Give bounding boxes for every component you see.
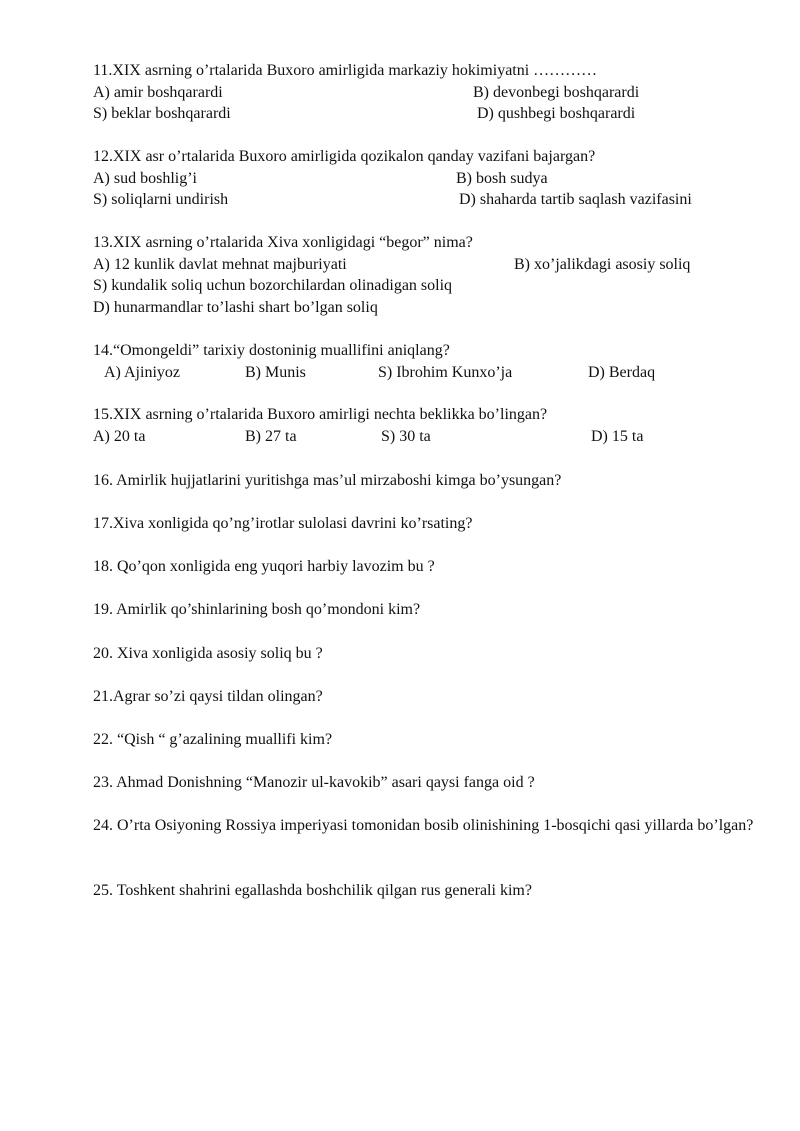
option-s: S) Ibrohim Kunxo’ja — [378, 363, 513, 381]
option-a: A) 12 kunlik davlat mehnat majburiyati — [93, 255, 347, 273]
option-b: B) xo’jalikdagi asosiy soliq — [514, 255, 691, 273]
option-b: B) bosh sudya — [456, 169, 548, 187]
question-22: 22. “Qish “ g’azalining muallifi kim? — [93, 731, 333, 748]
option-a: A) amir boshqarardi — [93, 83, 223, 101]
question-text: 15.XIX asrning o’rtalarida Buxoro amirligi nechta beklikka bo’lingan? — [93, 406, 548, 423]
option-s: S) kundalik soliq uchun bozorchilardan olinadigan soliq — [93, 277, 453, 294]
option-s: S) soliqlarni undirish — [93, 191, 229, 208]
option-a: A) Ajiniyoz — [104, 363, 180, 381]
question-14 — [93, 340, 773, 383]
option-b: B) 27 ta — [245, 427, 297, 445]
option-s: S) 30 ta — [381, 427, 431, 445]
option-d: D) Berdaq — [588, 363, 656, 381]
question-text: 13.XIX asrning o’rtalarida Xiva xonligidagi “begor” nima? — [93, 234, 473, 251]
question-20: 20. Xiva xonligida asosiy soliq bu ? — [93, 645, 323, 662]
question-21: 21.Agrar so’zi qaysi tildan olingan? — [93, 688, 323, 705]
option-d: D) 15 ta — [591, 427, 644, 445]
question-text: 11.XIX asrning o’rtalarida Buxoro amirligida markaziy hokimiyatni ………… — [93, 62, 598, 79]
question-13 — [93, 232, 773, 318]
question-17: 17.Xiva xonligida qo’ng’irotlar sulolasi davrini ko’rsating? — [93, 515, 473, 532]
question-25: 25. Toshkent shahrini egallashda boshchilik qilgan rus generali kim? — [93, 882, 532, 899]
question-text: 12.XIX asr o’rtalarida Buxoro amirligida qozikalon qanday vazifani bajargan? — [93, 148, 596, 165]
option-d: D) shaharda tartib saqlash vazifasini — [459, 191, 692, 208]
question-19: 19. Amirlik qo’shinlarining bosh qo’mondoni kim? — [93, 601, 421, 618]
option-b: B) Munis — [245, 363, 306, 381]
question-11 — [93, 60, 773, 125]
option-a: A) sud boshlig’i — [93, 169, 197, 187]
option-d: D) hunarmandlar to’lashi shart bo’lgan soliq — [93, 298, 378, 316]
question-18: 18. Qo’qon xonligida eng yuqori harbiy lavozim bu ? — [93, 558, 435, 575]
question-text: 14.“Omongeldi” tarixiy dostoninig muallifini aniqlang? — [93, 342, 450, 359]
option-b: B) devonbegi boshqarardi — [473, 83, 640, 101]
question-12 — [93, 146, 773, 211]
question-16: 16. Amirlik hujjatlarini yuritishga mas’ul mirzaboshi kimga bo’ysungan? — [93, 472, 562, 489]
question-23: 23. Ahmad Donishning “Manozir ul-kavokib” asari qaysi fanga oid ? — [93, 774, 535, 791]
question-15 — [93, 404, 773, 447]
question-24: 24. O’rta Osiyoning Rossiya imperiyasi tomonidan bosib olinishining 1-bosqichi qasi yillarda bo’lgan? — [93, 817, 754, 834]
option-d: D) qushbegi boshqarardi — [477, 105, 636, 122]
option-a: A) 20 ta — [93, 427, 146, 445]
option-s: S) beklar boshqarardi — [93, 105, 231, 122]
